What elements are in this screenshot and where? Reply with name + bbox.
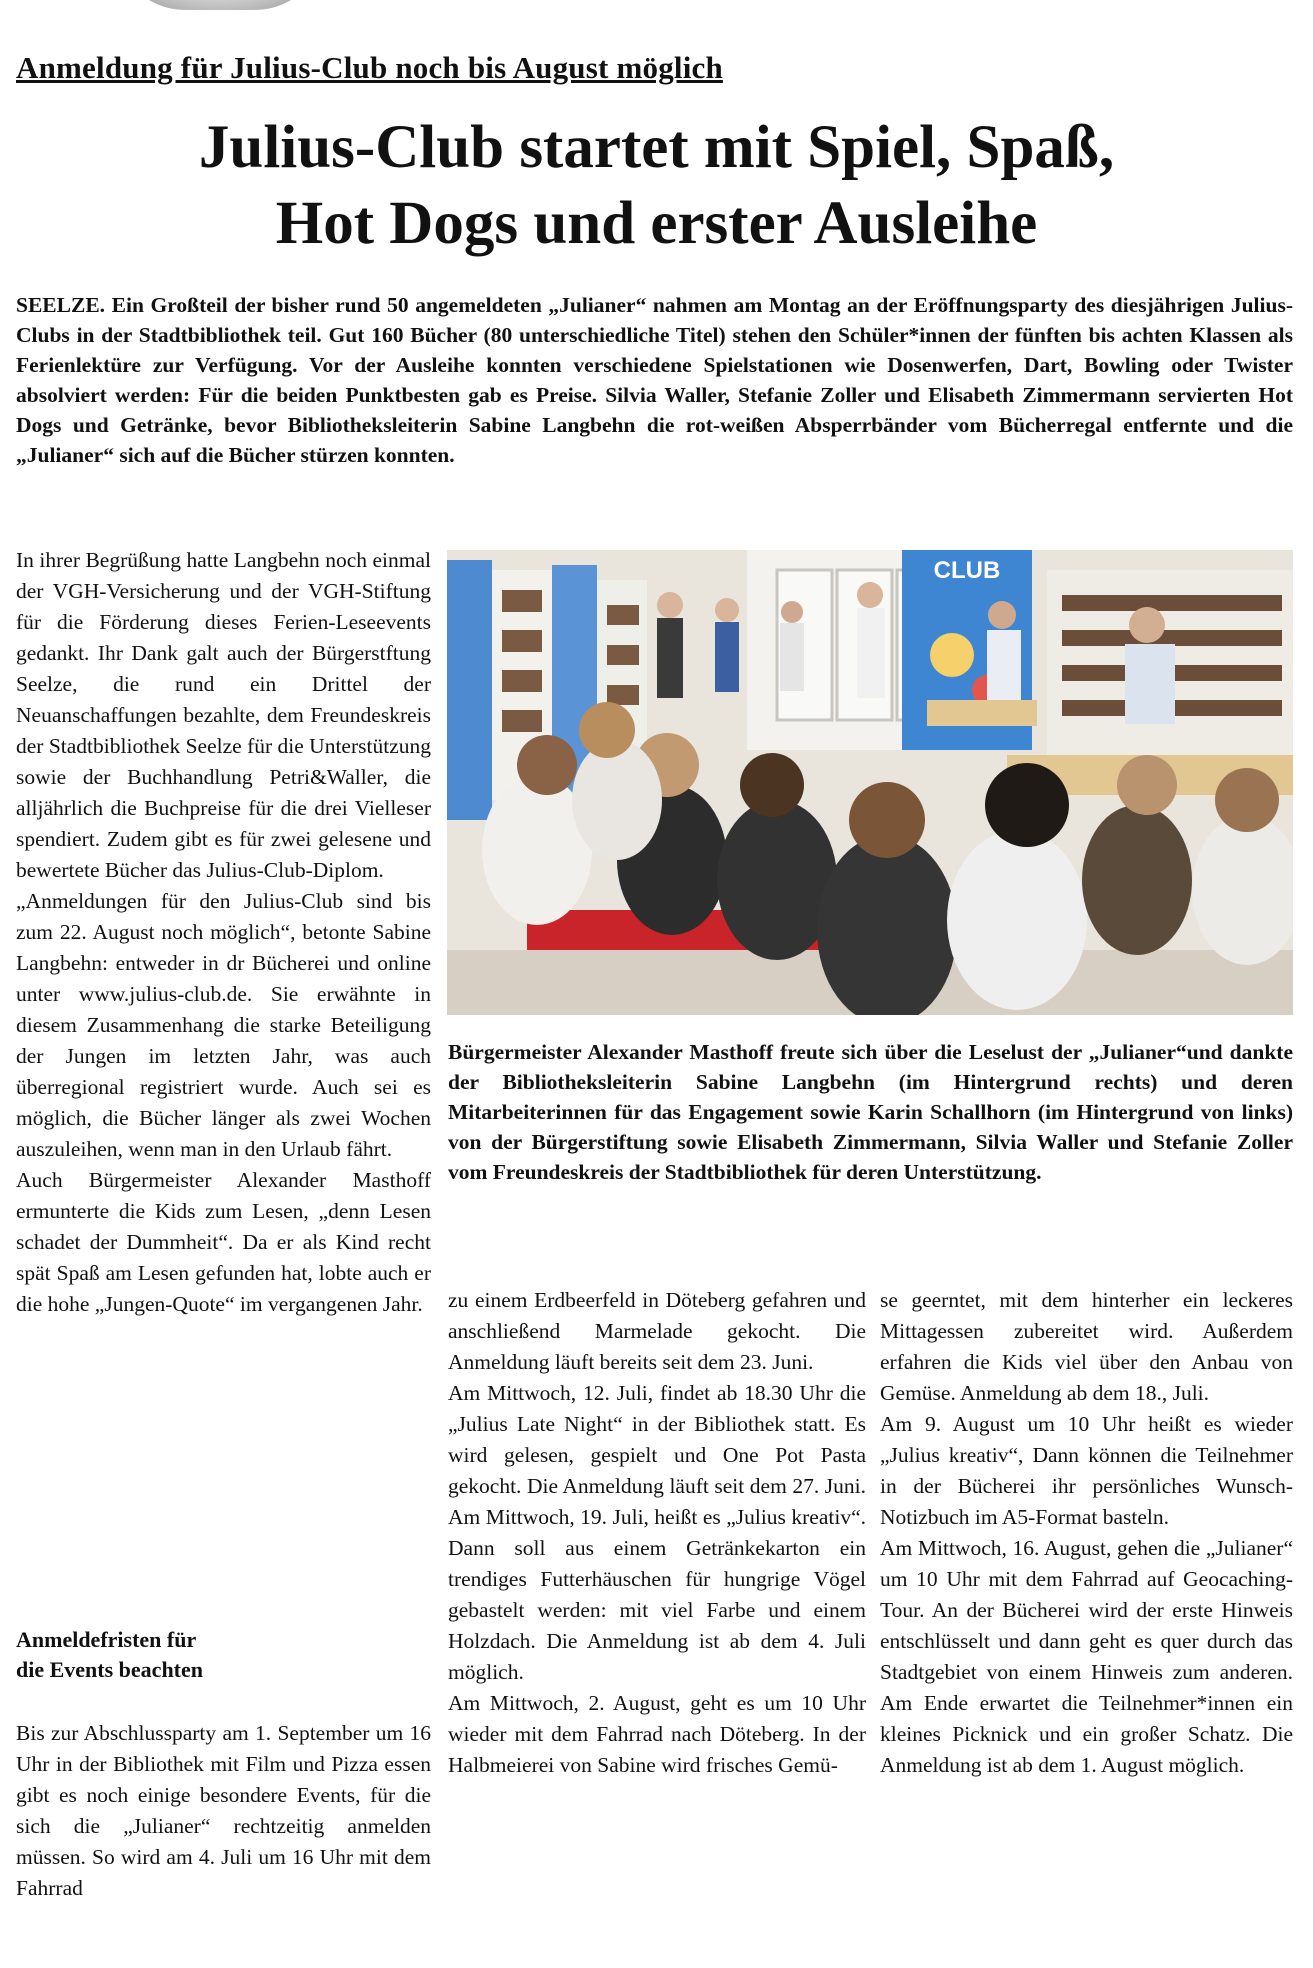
headline-line-2: Hot Dogs und erster Ausleihe — [275, 190, 1038, 257]
paragraph: Am Mittwoch, 12. Juli, findet ab 18.30 Uhr die „Julius Late Night“ in der Bibliothek statt. Es wird gelesen, gespielt und One Pot Pasta gekocht. Die Anmeldung läuft seit dem 27. Juni. Am Mittwoch, 19. Juli, heißt es „Julius kreativ“. Dann soll aus einem Getränkekarton ein trendiges Futterhäuschen für hungrige Vögel gebastelt werden: mit viel Farbe und einem Holzdach. Die Anmeldung ist ab dem 4. Juli möglich. — [448, 1381, 866, 1684]
article-photo — [447, 550, 1293, 1015]
photo-caption: Bürgermeister Alexander Masthoff freute sich über die Leselust der „Julianer“und dankte der Bibliotheksleiterin Sabine Langbehn (im Hintergrund rechts) und deren Mitarbeiterinnen für das Engagement sowie Karin Schallhorn (im Hintergrund von links) von der Bürgerstiftung sowie Elisabeth Zimmermann, Silvia Waller und Stefanie Zoller vom Freundeskreis der Stadtbibliothek für deren Unterstützung. — [448, 1040, 1293, 1184]
paragraph: zu einem Erdbeerfeld in Döteberg gefahren und anschließend Marmelade gekocht. Die Anmeldung läuft bereits seit dem 23. Juni. — [448, 1288, 866, 1374]
subhead-line-1: Anmeldefristen für — [16, 1627, 197, 1652]
subhead-line-2: die Events beachten — [16, 1657, 203, 1682]
paragraph: Bis zur Abschlussparty am 1. September um 16 Uhr in der Bibliothek mit Film und Pizza essen gibt es noch einige besondere Events, für die sich die „Julianer“ rechtzeitig anmelden müssen. So wird am 4. Juli um 16 Uhr mit dem Fahrrad — [16, 1721, 431, 1900]
paragraph: „Anmeldungen für den Julius-Club sind bis zum 22. August noch möglich“, betonte Sabine Langbehn: entweder in dr Bücherei und online unter www.julius-club.de. Sie erwähnte in diesem Zusammenhang die starke Beteiligung der Jungen im letzten Jahr, was auch überregional registriert wurde. Auch sei es möglich, die Bücher länger als zwei Wochen auszuleihen, wenn man in den Urlaub fährt. — [16, 889, 431, 1161]
paragraph: Am Mittwoch, 2. August, geht es um 10 Uhr wieder mit dem Fahrrad nach Döteberg. In der Halbmeierei von Sabine wird frisches Gemü- — [448, 1691, 866, 1777]
column-1-continued — [16, 1718, 431, 1904]
paragraph: se geerntet, mit dem hinterher ein leckeres Mittagessen zubereitet wird. Außerdem erfahren die Kids viel über den Anbau von Gemüse. Anmeldung ab dem 18., Juli. — [880, 1288, 1293, 1405]
column-1 — [16, 545, 431, 1320]
headline-line-1: Julius-Club startet mit Spiel, Spaß, — [198, 114, 1115, 181]
column-3 — [880, 1285, 1293, 1781]
paragraph: In ihrer Begrüßung hatte Langbehn noch einmal der VGH-Versicherung und der VGH-Stiftung für die Förderung dieses Ferien-Leseevents gedankt. Ihr Dank galt auch der Bürgerstftung Seelze, die rund ein Drittel der Neuanschaffungen bezahlte, dem Freundeskreis der Stadtbibliothek Seelze für die Unterstützung sowie der Buchhandlung Petri&Waller, die alljährlich die Buchpreise für die drei Vielleser spendiert. Zudem gibt es für zwei gelesene und bewertete Bücher das Julius-Club-Diplom. — [16, 548, 431, 882]
article-kicker: Anmeldung für Julius-Club noch bis August möglich — [16, 50, 723, 85]
paragraph: Am Mittwoch, 16. August, gehen die „Julianer“ um 10 Uhr mit dem Fahrrad auf Geocaching-Tour. An der Bücherei wird der erste Hinweis entschlüsselt und dann geht es quer durch das Stadtgebiet von einem Hinweis zum anderen. Am Ende erwartet die Teilnehmer*innen ein kleines Picknick und ein großer Schatz. Die Anmeldung ist ab dem 1. August möglich. — [880, 1536, 1293, 1777]
library-scene-illustration — [447, 550, 1293, 1015]
paragraph: Auch Bürgermeister Alexander Masthoff ermunterte die Kids zum Lesen, „denn Lesen schadet der Dummheit“. Da er als Kind recht spät Spaß am Lesen gefunden hat, lobte auch er die hohe „Jungen-Quote“ im vergangenen Jahr. — [16, 1168, 431, 1316]
article-headline — [0, 110, 1313, 262]
decorative-arc — [115, 0, 325, 10]
paragraph: Am 9. August um 10 Uhr heißt es wieder „Julius kreativ“, Dann können die Teilnehmer in der Bücherei ihr persönliches Wunsch-Notizbuch im A5-Format basteln. — [880, 1412, 1293, 1529]
article-lead: SEELZE. Ein Großteil der bisher rund 50 angemeldeten „Julianer“ nahmen am Montag an der Eröffnungsparty des diesjährigen Julius-Clubs in der Stadtbibliothek teil. Gut 160 Bücher (80 unterschiedliche Titel) stehen den Schüler*innen der fünften bis achten Klassen als Ferienlektüre zur Verfügung. Vor der Ausleihe konnten verschiedene Spielstationen wie Dosenwerfen, Dart, Bowling oder Twister absolviert werden: Für die beiden Punktbesten gab es Preise. Silvia Waller, Stefanie Zoller und Elisabeth Zimmermann servierten Hot Dogs und Getränke, bevor Bibliotheksleiterin Sabine Langbehn die rot-weißen Absperrbänder vom Bücherregal entfernte und die „Julianer“ sich auf die Bücher stürzen konnten. — [16, 293, 1293, 467]
article-subhead — [16, 1625, 431, 1685]
column-2 — [448, 1285, 866, 1781]
poster-label: CLUB — [933, 557, 1001, 584]
